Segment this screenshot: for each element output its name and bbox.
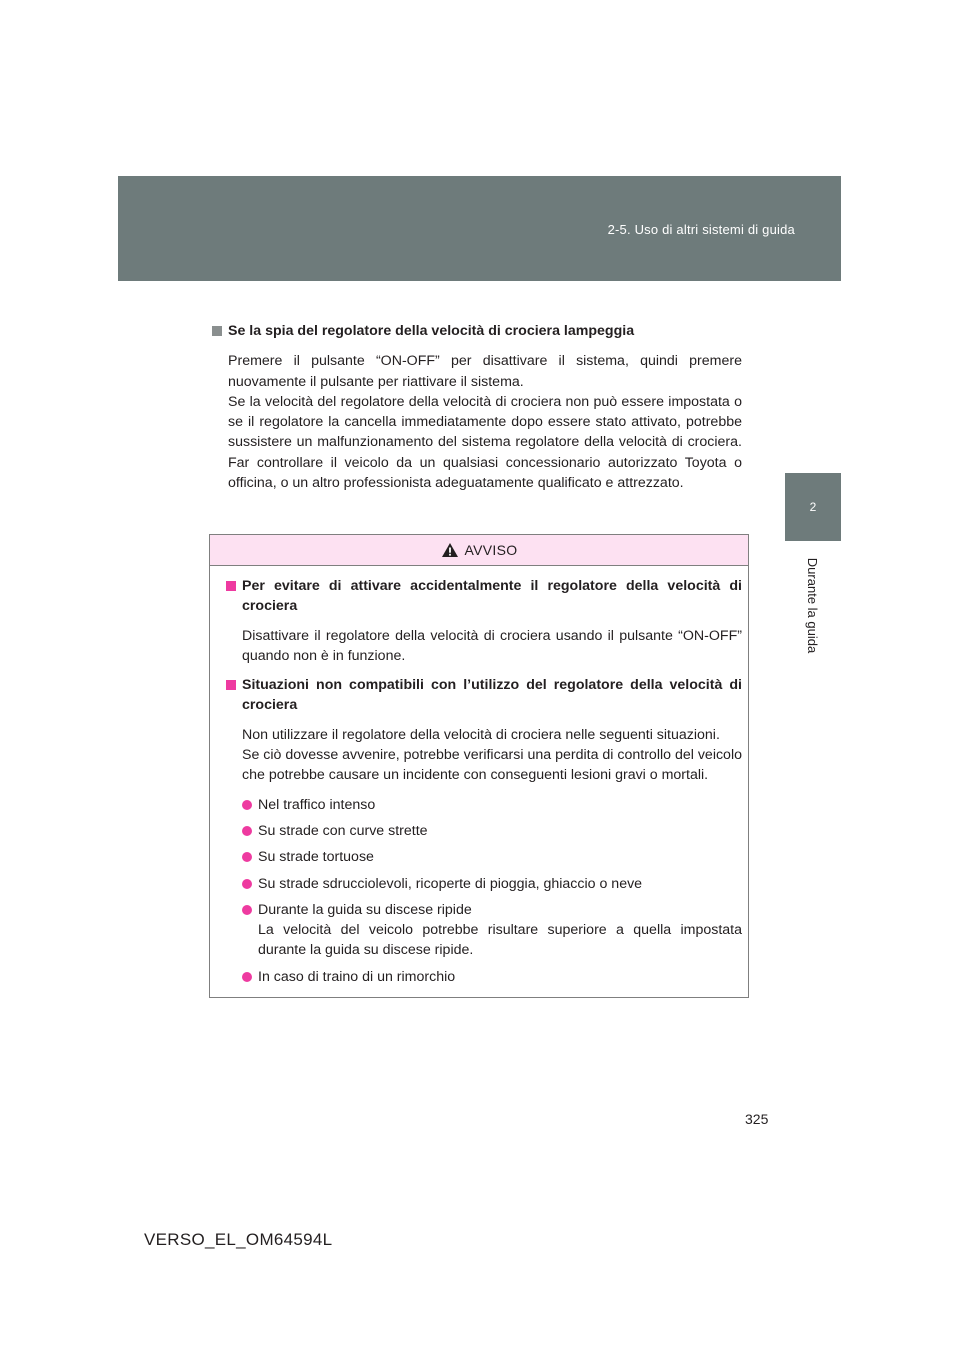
- intro-block: [212, 321, 742, 493]
- warning-heading-2: [226, 675, 742, 716]
- round-bullet-icon: [242, 826, 252, 836]
- round-bullet-icon: [242, 852, 252, 862]
- document-code: VERSO_EL_OM64594L: [144, 1230, 333, 1249]
- warning-paragraph-2-line2: Se ciò dovesse avvenire, potrebbe verificarsi una perdita di controllo del veicolo che potrebbe causare un incidente con conseguenti lesioni gravi o mortali.: [242, 747, 742, 784]
- chapter-tab-label-text: Durante la guida: [805, 557, 821, 653]
- square-bullet-icon: [226, 581, 236, 591]
- warning-paragraph-2-line1: Non utilizzare il regolatore della velocità di crociera nelle seguenti situazioni.: [242, 726, 720, 743]
- chapter-tab-number: 2: [785, 473, 841, 541]
- page-number: 325: [745, 1111, 769, 1127]
- intro-heading: [212, 321, 742, 341]
- chapter-tab-label: [785, 545, 841, 665]
- round-bullet-icon: [242, 905, 252, 915]
- warning-heading-1: [226, 576, 742, 617]
- warning-heading-1-text: Per evitare di attivare accidentalmente il regolatore della velocità di crociera: [242, 578, 742, 615]
- list-item: Nel traffico intenso: [242, 795, 742, 815]
- round-bullet-icon: [242, 879, 252, 889]
- intro-heading-text: Se la spia del regolatore della velocità di crociera lampeggia: [228, 323, 635, 339]
- warning-title: AVVISO: [464, 542, 518, 558]
- square-bullet-icon: [226, 680, 236, 690]
- list-item: Durante la guida su discese ripide La velocità del veicolo potrebbe risultare superiore a quella impostata durante la guida su discese ripide.: [242, 900, 742, 961]
- warning-triangle-icon: [441, 542, 459, 558]
- intro-paragraph-1: Premere il pulsante “ON-OFF” per disattivare il sistema, quindi premere nuovamente il pulsante per riattivare il sistema.: [228, 353, 742, 390]
- list-item: In caso di traino di un rimorchio: [242, 967, 742, 987]
- list-item: Su strade con curve strette: [242, 821, 742, 841]
- header-band: [118, 176, 841, 281]
- list-item: Su strade tortuose: [242, 847, 742, 867]
- intro-paragraph-2: Se la velocità del regolatore della velocità di crociera non può essere impostata o se il regolatore la cancella immediatamente dopo essere stato attivato, potrebbe sussistere un malfunzionamento del sistema regolatore della velocità di crociera. Far controllare il veicolo da un qualsiasi concessionario autorizzato Toyota o officina, o un altro professionista adeguatamente qualificato e attrezzato.: [228, 393, 742, 492]
- round-bullet-icon: [242, 972, 252, 982]
- list-item-detail: La velocità del veicolo potrebbe risultare superiore a quella impostata durante la guida su discese ripide.: [258, 922, 742, 959]
- round-bullet-icon: [242, 800, 252, 810]
- warning-title-bar: [210, 535, 748, 566]
- list-item: Su strade sdrucciolevoli, ricoperte di pioggia, ghiaccio o neve: [242, 874, 742, 894]
- section-title: 2-5. Uso di altri sistemi di guida: [607, 222, 795, 237]
- warning-list: [242, 795, 742, 987]
- square-bullet-icon: [212, 326, 222, 336]
- warning-content: [210, 566, 748, 987]
- warning-heading-2-text: Situazioni non compatibili con l’utilizzo del regolatore della velocità di crociera: [242, 677, 742, 714]
- warning-paragraph-2: [242, 725, 742, 786]
- warning-paragraph-1: Disattivare il regolatore della velocità di crociera usando il pulsante “ON-OFF” quando non è in funzione.: [242, 627, 742, 664]
- warning-box: [209, 534, 749, 998]
